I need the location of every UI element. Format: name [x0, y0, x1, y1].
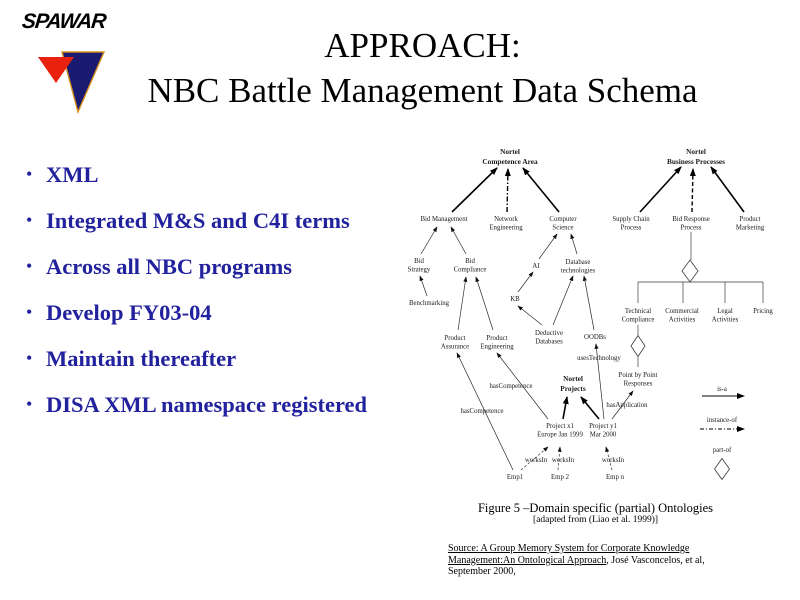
node-point-by-point-responses: Point by Point [618, 372, 658, 379]
ontology-diagram [400, 130, 800, 500]
bullet-item: • XML [24, 160, 380, 189]
node-oodbs: OODBs [584, 334, 606, 341]
node-has-competence-label-upper: hasCompetence [489, 383, 533, 390]
node-legend-is-a: is-a [717, 386, 727, 393]
bullet-list [24, 160, 380, 436]
node-point-by-point-responses: Responses [623, 380, 653, 388]
source-authors: , José Vasconcelos, et al, September 2000, [448, 554, 705, 577]
node-product-assurance: Product [444, 335, 466, 342]
edge-arrow [451, 227, 466, 254]
node-database-technologies: technologies [560, 267, 596, 275]
node-kb: KB [510, 296, 520, 303]
node-nortel-business-processes: Business Processes [666, 157, 726, 166]
node-nortel-competence-area: Nortel [500, 147, 520, 156]
node-has-application-label: hasApplication [606, 402, 648, 409]
node-ai: AI [532, 263, 540, 270]
edge-arrow [563, 397, 567, 419]
node-technical-compliance: Compliance [621, 316, 655, 324]
edge-arrow [458, 277, 466, 330]
node-commercial-activities: Commercial [665, 308, 699, 315]
node-commercial-activities: Activities [668, 316, 696, 324]
node-pricing: Pricing [753, 308, 773, 315]
node-product-assurance: Assurance [440, 343, 470, 351]
node-legend-part-of: part-of [712, 447, 732, 454]
node-technical-compliance: Technical [624, 308, 652, 315]
node-legal-activities: Activities [711, 316, 739, 324]
node-bid-compliance: Bid [465, 258, 475, 265]
node-benchmarking: Benchmarking [408, 300, 450, 307]
node-bid-response-process: Bid Response [672, 216, 710, 223]
node-bid-management: Bid Management [420, 216, 468, 223]
edge-arrow [584, 276, 594, 330]
node-product-marketing: Marketing [735, 224, 765, 232]
edge-arrow [553, 276, 573, 325]
node-nortel-business-processes: Nortel [686, 147, 706, 156]
edge-arrow [539, 234, 557, 259]
node-computer-science: Computer [549, 216, 577, 223]
bullet-item: • Across all NBC programs [24, 252, 380, 281]
title-line-1: APPROACH: [324, 26, 521, 65]
node-legend-instance-of: instance-of [706, 417, 738, 424]
node-empn: Emp n [606, 474, 624, 481]
node-nortel-projects: Nortel [563, 374, 583, 383]
node-emp2: Emp 2 [551, 474, 569, 481]
node-product-marketing: Product [739, 216, 761, 223]
figure-caption-block [428, 502, 763, 526]
node-nortel-competence-area: Competence Area [482, 157, 538, 166]
edge-arrow [452, 168, 497, 212]
node-product-engineering: Engineering [480, 343, 514, 351]
source-title: Source: A Group Memory System for Corporate Knowledge Management:An Ontological Approach [448, 543, 690, 566]
node-project-x1: Project x1 [546, 423, 574, 430]
node-nortel-projects: Projects [560, 384, 586, 393]
node-project-y1: Project y1 [589, 423, 617, 430]
node-project-y1: Mar 2000 [589, 431, 617, 439]
part-of-diamond-bid-response [682, 260, 698, 282]
node-bid-compliance: Compliance [453, 266, 487, 274]
node-product-engineering: Product [486, 335, 508, 342]
node-database-technologies: Database [565, 259, 591, 266]
node-network-engineering: Engineering [489, 224, 523, 232]
edge-arrow [507, 169, 508, 212]
node-bid-strategy: Bid [414, 258, 424, 265]
figure-caption: Figure 5 –Domain specific (partial) Ontologies [477, 501, 713, 515]
node-project-x1: Europe Jan 1999 [537, 431, 583, 439]
edge-arrow [518, 306, 542, 325]
edge-arrow [523, 168, 559, 212]
edge-arrow [581, 397, 599, 419]
node-supply-chain-process: Supply Chain [612, 216, 650, 223]
node-works-in-label-1: worksIn [524, 457, 548, 464]
part-of-diamond-technical-compliance [631, 336, 645, 357]
slide-title [55, 24, 790, 114]
node-bid-response-process: Process [680, 224, 702, 232]
node-works-in-label-2: worksIn [551, 457, 575, 464]
node-network-engineering: Network [494, 216, 518, 223]
node-legal-activities: Legal [717, 308, 733, 315]
bullet-item: • DISA XML namespace registered [24, 390, 380, 419]
node-deductive-databases: Deductive [535, 330, 563, 337]
node-emp1: Emp1 [506, 474, 524, 481]
edge-arrow [640, 167, 681, 212]
edge-arrow [711, 167, 744, 212]
edge-arrow [518, 272, 533, 292]
node-works-in-label-3: worksIn [601, 457, 625, 464]
node-computer-science: Science [552, 224, 574, 232]
node-supply-chain-process: Process [620, 224, 642, 232]
spawar-logo-text: SPAWAR [20, 10, 107, 33]
legend-part-of-diamond [715, 459, 730, 480]
edge-arrow [421, 227, 437, 254]
bullet-item: • Integrated M&S and C4I terms [24, 206, 380, 235]
node-deductive-databases: Databases [535, 338, 563, 346]
node-uses-technology-label: usesTechnology [577, 355, 621, 362]
edge-arrow [420, 276, 427, 296]
node-bid-strategy: Strategy [407, 266, 431, 274]
edge-arrow [692, 169, 693, 212]
title-line-2: NBC Battle Management Data Schema [147, 71, 698, 110]
bullet-item: • Maintain thereafter [24, 344, 380, 373]
bullet-item: • Develop FY03-04 [24, 298, 380, 327]
edge-arrow [571, 234, 577, 254]
figure-subcaption: [adapted from (Liao et al. 1999)] [532, 515, 659, 525]
node-has-competence-label-lower: hasCompetence [460, 408, 504, 415]
edge-arrow [476, 277, 493, 330]
source-citation [448, 543, 740, 578]
